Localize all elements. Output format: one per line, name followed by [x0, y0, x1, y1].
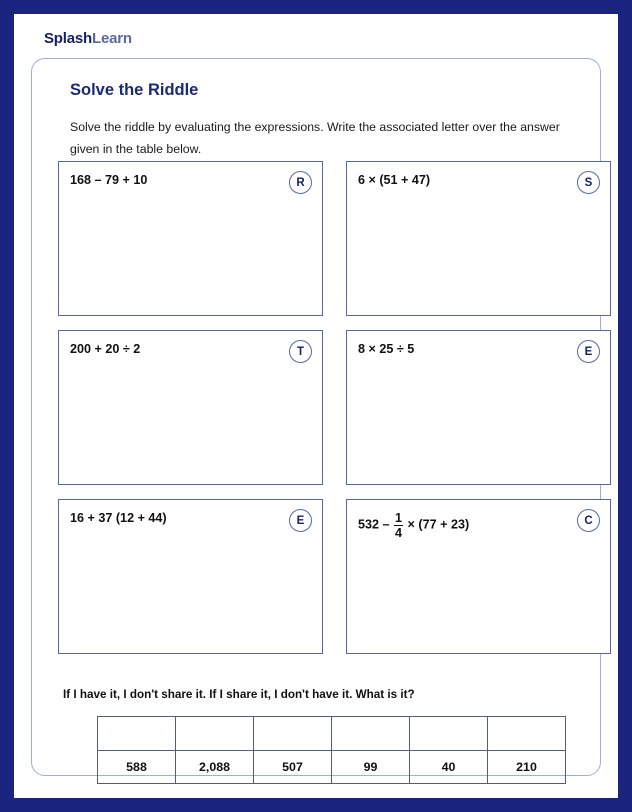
logo-text-learn: Learn	[91, 30, 132, 47]
problem-box-5[interactable]	[58, 499, 323, 654]
letter-cell-1[interactable]	[98, 717, 176, 751]
splashlearn-logo	[44, 30, 132, 47]
problem-expression-6	[358, 511, 469, 540]
answer-cell-4: 99	[332, 751, 410, 784]
riddle-question: If I have it, I don't share it. If I share it, I don't have it. What is it?	[63, 688, 415, 701]
problem-expression-5: 16 + 37 (12 + 44)	[70, 511, 167, 525]
page-title: Solve the Riddle	[70, 81, 199, 99]
problem-letter-3: T	[289, 340, 312, 363]
table-row-letters	[98, 717, 566, 751]
instructions-text: Solve the riddle by evaluating the expressions. Write the associated letter over the answer given in the table below.	[70, 120, 560, 156]
answer-cell-2: 2,088	[176, 751, 254, 784]
problem-letter-2: S	[577, 171, 600, 194]
problem-box-3[interactable]	[58, 330, 323, 485]
letter-cell-5[interactable]	[410, 717, 488, 751]
problem-expression-1: 168 – 79 + 10	[70, 173, 148, 187]
answer-cell-5: 40	[410, 751, 488, 784]
fraction-one-fourth	[394, 512, 403, 541]
answer-cell-6: 210	[488, 751, 566, 784]
fraction-denominator: 4	[395, 526, 403, 541]
problem-expression-6-suffix: × (77 + 23)	[404, 517, 470, 532]
worksheet-card	[31, 58, 601, 776]
answer-cell-1: 588	[98, 751, 176, 784]
problem-letter-5: E	[289, 509, 312, 532]
letter-cell-4[interactable]	[332, 717, 410, 751]
answer-cell-3: 507	[254, 751, 332, 784]
problem-box-1[interactable]	[58, 161, 323, 316]
problem-expression-6-prefix: 532 –	[358, 517, 394, 532]
worksheet-page	[14, 14, 618, 798]
letter-cell-3[interactable]	[254, 717, 332, 751]
letter-cell-2[interactable]	[176, 717, 254, 751]
problem-expression-4: 8 × 25 ÷ 5	[358, 342, 415, 356]
problem-letter-6: C	[577, 509, 600, 532]
answer-table	[97, 716, 566, 784]
fraction-numerator: 1	[395, 511, 403, 525]
logo-text-splash: Splash	[44, 30, 92, 47]
problem-letter-4: E	[577, 340, 600, 363]
problem-box-2[interactable]	[346, 161, 611, 316]
problem-box-6[interactable]	[346, 499, 611, 654]
problem-expression-2: 6 × (51 + 47)	[358, 173, 431, 187]
table-row-answers	[98, 751, 566, 784]
problem-expression-3: 200 + 20 ÷ 2	[70, 342, 141, 356]
problem-box-4[interactable]	[346, 330, 611, 485]
letter-cell-6[interactable]	[488, 717, 566, 751]
problem-letter-1: R	[289, 171, 312, 194]
